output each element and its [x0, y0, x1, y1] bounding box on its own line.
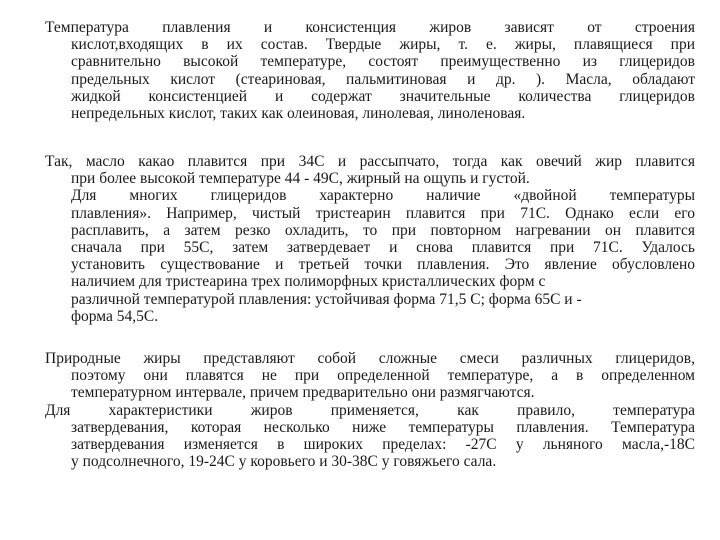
paragraph-cocoa-tristearin	[45, 153, 695, 325]
paragraph-melting-consistency	[45, 19, 695, 122]
text-line: Так, масло какао плавится при 34С и рассыпчато, тогда как овечий жир плавится	[45, 153, 695, 170]
text-line: расплавить, а затем резко охладить, то при повторном нагревании он плавится	[71, 221, 695, 239]
text-line: сравнительно высокой температуре, состоят преимущественно из глицеридов	[71, 53, 695, 71]
text-line: Природные жиры представляют собой сложные смеси различных глицеридов,	[45, 350, 695, 367]
text-line: поэтому они плавятся не при определенной температуре, а в определенном	[71, 367, 695, 385]
text-line: при более высокой температуре 44 - 49С, жирный на ощупь и густой.	[71, 170, 530, 188]
text-line: различной температурой плавления: устойчивая форма 71,5 С; форма 65С и -	[71, 290, 582, 308]
text-line: установить существование и третьей точки плавления. Это явление обусловлено	[71, 256, 695, 274]
text-line: у подсолнечного, 19-24С у коровьего и 30-38С у говяжьего сала.	[71, 453, 497, 471]
text-line: затвердевания изменяется в широких пределах: -27С у льняного масла,-18С	[71, 435, 695, 453]
text-line: жидкой консистенцией и содержат значительные количества глицеридов	[71, 87, 695, 105]
text-line: плавления». Например, чистый тристеарин плавится при 71С. Однако если его	[71, 204, 695, 222]
text-line: кислот,входящих в их состав. Твердые жиры, т. е. жиры, плавящиеся при	[71, 36, 695, 54]
text-line: непредельных кислот, таких как олеиновая, линолевая, линоленовая.	[71, 104, 526, 122]
text-line: предельных кислот (стеариновая, пальмитиновая и др. ). Масла, обладают	[71, 70, 695, 88]
text-line: форма 54,5С.	[71, 307, 159, 325]
text-line: Температура плавления и консистенция жиров зависят от строения	[45, 19, 695, 36]
text-line: Для многих глицеридов характерно наличие «двойной температуры	[71, 187, 695, 205]
paragraph-natural-fats	[45, 350, 695, 470]
text-line: Для характеристики жиров применяется, как правило, температура	[45, 401, 695, 419]
text-line: температурном интервале, причем предварительно они размягчаются.	[71, 384, 535, 402]
text-line: наличием для тристеарина трех полиморфных кристаллических форм с	[71, 273, 546, 291]
text-line: затвердевания, которая несколько ниже температуры плавления. Температура	[71, 418, 695, 436]
text-line: сначала при 55С, затем затвердевает и снова плавится при 71С. Удалось	[71, 238, 695, 256]
